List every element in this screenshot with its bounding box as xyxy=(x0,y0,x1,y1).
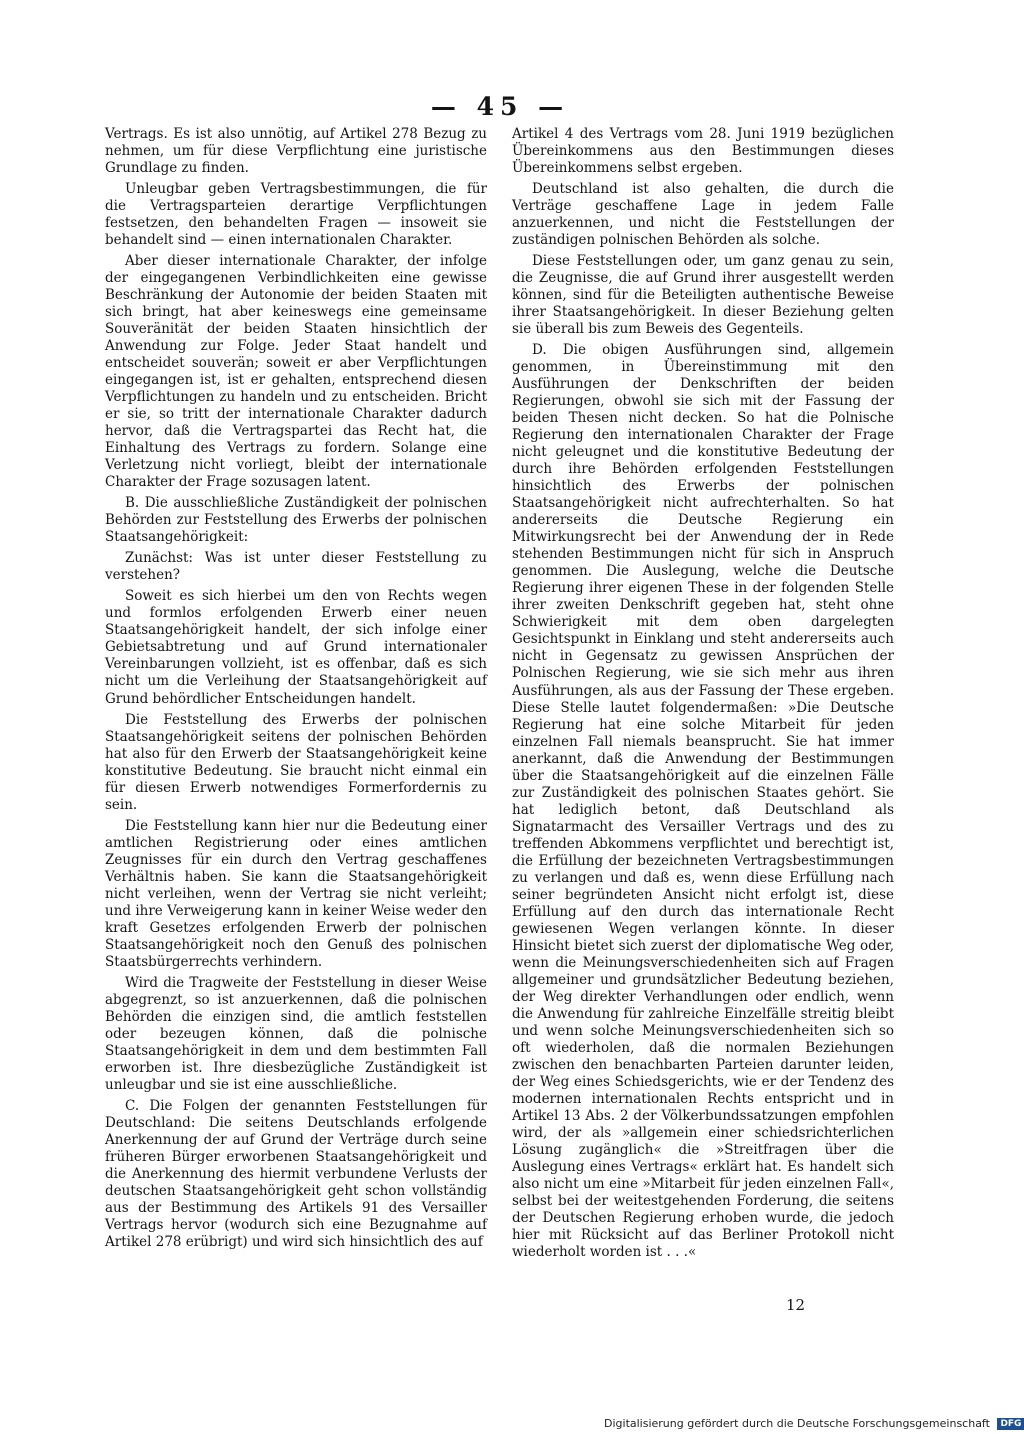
paragraph: Die Feststellung des Erwerbs der polnischen Staatsangehörigkeit seitens der polnischen Behörden hat also für den Erwerb der Staatsangehörigkeit keine konstitutive Bedeutung. Sie braucht nicht einmal ein für diesen Erwerb notwendiges Formerfordernis zu sein. xyxy=(105,711,487,813)
paragraph: D. Die obigen Ausführungen sind, allgemein genommen, in Übereinstimmung mit den Ausführungen der Denkschriften der beiden Regierungen, obwohl sie sich mit der Fassung der beiden Thesen nicht decken. So hat die Polnische Regierung den internationalen Charakter der Frage nicht geleugnet und die konstitutive Bedeutung der durch ihre Behörden erfolgenden Feststellungen hinsichtlich des Erwerbs der polnischen Staatsangehörigkeit nicht aufrechterhalten. So hat andererseits die Deutsche Regierung ein Mitwirkungsrecht bei der Anwendung der in Rede stehenden Bestimmungen nicht für sich in Anspruch genommen. Die Auslegung, welche die Deutsche Regierung ihrer eigenen These in der folgenden Stelle ihrer zweiten Denkschrift gegeben hat, steht ohne Schwierigkeit mit dem oben dargelegten Gesichtspunkt in Einklang und steht andererseits auch nicht in Gegensatz zu gewissen Ansprüchen der Polnischen Regierung, wie sie sich mehr aus ihren Ausführungen, als aus der Fassung der These ergeben. Diese Stelle lautet folgendermaßen: »Die Deutsche Regierung hat eine solche Mitarbeit für jeden einzelnen Fall niemals beansprucht. Sie hat immer anerkannt, daß die Anwendung der Bestimmungen über die Staatsangehörigkeit auf die einzelnen Fälle zur Zuständigkeit des polnischen Staates gehört. Sie hat lediglich betont, daß Deutschland als Signatarmacht des Versailler Vertrags und des zu treffenden Abkommens verpflichtet und berechtigt ist, die Erfüllung der bezeichneten Vertragsbestimmungen zu verlangen und daß es, wenn diese Erfüllung nach seiner begründeten Ansicht nicht erfolgt ist, diese Erfüllung auf den durch das internationale Recht gewiesenen Wegen verlangen könnte. In dieser Hinsicht bietet sich zuerst der diplomatische Weg oder, wenn die Meinungsverschiedenheiten sich auf Fragen allgemeiner und grundsätzlicher Bedeutung beziehen, der Weg direkter Verhandlungen oder endlich, wenn die Anwendung für zahlreiche Einzelfälle streitig bleibt und wenn solche Meinungsverschiedenheiten sich so oft wiederholen, daß die normalen Beziehungen zwischen den benachbarten Parteien darunter leiden, der Weg eines Schiedsgerichts, wie er der Tendenz des modernen internationalen Rechts entspricht und in Artikel 13 Abs. 2 der Völkerbundssatzungen empfohlen wird, der als »allgemein einer schiedsrichterlichen Lösung zugänglich« die »Streitfragen über die Auslegung eines Vertrags« erklärt hat. Es handelt sich also nicht um eine »Mitarbeit für jeden einzelnen Fall«, selbst bei der weitestgehenden Forderung, die seitens der Deutschen Regierung erhoben wurde, die jedoch hier mit Rücksicht auf das Berliner Protokoll nicht wiederholt worden ist . . .« xyxy=(512,342,894,1261)
paragraph: Zunächst: Was ist unter dieser Feststellung zu verstehen? xyxy=(105,550,487,584)
paragraph: Die Feststellung kann hier nur die Bedeutung einer amtlichen Registrierung oder eines amtlichen Zeugnisses für ein durch den Vertrag geschaffenes Verhältnis haben. Sie kann die Staatsangehörigkeit nicht verleihen, wenn der Vertrag sie nicht verleiht; und ihre Verweigerung kann in keiner Weise weder den kraft Gesetzes erfolgenden Erwerb der polnischen Staatsangehörigkeit noch den Genuß des polnischen Staatsbürgerrechts verhindern. xyxy=(105,817,487,970)
paragraph: Aber dieser internationale Charakter, der infolge der eingegangenen Verbindlichkeiten eine gewisse Beschränkung der Autonomie der beiden Staaten mit sich bringt, hat aber keineswegs eine gemeinsame Souveränität der beiden Staaten hinsichtlich der Anwendung zur Folge. Jeder Staat handelt und entscheidet souverän; soweit er aber Verpflichtungen eingegangen ist, ist er gehalten, entsprechend diesen Verpflichtungen zu handeln und zu entscheiden. Bricht er sie, so tritt der internationale Charakter dadurch hervor, daß die Vertragspartei das Recht hat, die Einhaltung des Vertrags zu fordern. Solange eine Verletzung nicht vorliegt, bleibt der internationale Charakter der Frage sozusagen latent. xyxy=(105,253,487,491)
paragraph: Artikel 4 des Vertrags vom 28. Juni 1919 bezüglichen Übereinkommens aus den Bestimmungen dieses Übereinkommens selbst ergeben. xyxy=(512,126,894,177)
paragraph: Soweit es sich hierbei um den von Rechts wegen und formlos erfolgenden Erwerb einer neuen Staatsangehörigkeit handelt, der sich infolge einer Gebietsabtretung und auf Grund internationaler Vereinbarungen vollzieht, ist es offenbar, daß es sich nicht um die Verleihung der Staatsangehörigkeit auf Grund behördlicher Entscheidungen handelt. xyxy=(105,588,487,707)
paragraph: Deutschland ist also gehalten, die durch die Verträge geschaffene Lage in jedem Falle anzuerkennen, und nicht die Feststellungen der zuständigen polnischen Behörden als solche. xyxy=(512,181,894,249)
page-number: — 45 — xyxy=(430,92,570,121)
signature-mark: 12 xyxy=(786,1296,806,1314)
paragraph: Vertrags. Es ist also unnötig, auf Artikel 278 Bezug zu nehmen, um für diese Verpflichtung eine juristische Grundlage zu finden. xyxy=(105,126,487,177)
dfg-logo: DFG xyxy=(997,1418,1024,1430)
right-text-column xyxy=(512,126,894,1265)
paragraph: C. Die Folgen der genannten Feststellungen für Deutschland: Die seitens Deutschlands erfolgende Anerkennung der auf Grund der Verträge durch seine früheren Bürger erworbenen Staatsangehörigkeit und die Anerkennung des hiermit verbundene Verlusts der deutschen Staatsangehörigkeit geht schon vollständig aus der Bestimmung des Artikels 91 des Versailler Vertrags hervor (wodurch sich eine Bezugnahme auf Artikel 278 erübrigt) und wird sich hinsichtlich des auf xyxy=(105,1097,487,1250)
paragraph: Wird die Tragweite der Feststellung in dieser Weise abgegrenzt, so ist anzuerkennen, daß die polnischen Behörden die einzigen sind, die amtlich feststellen oder bezeugen können, daß die polnische Staatsangehörigkeit in dem und dem bestimmten Fall erworben ist. Ihre diesbezügliche Zuständigkeit ist unleugbar und sie ist eine ausschließliche. xyxy=(105,974,487,1093)
paragraph: B. Die ausschließliche Zuständigkeit der polnischen Behörden zur Feststellung des Erwerbs der polnischen Staatsangehörigkeit: xyxy=(105,495,487,546)
paragraph: Diese Feststellungen oder, um ganz genau zu sein, die Zeugnisse, die auf Grund ihrer ausgestellt werden können, sind für die Beteiligten authentische Beweise ihrer Staatsangehörigkeit. In dieser Beziehung gelten sie überall bis zum Beweis des Gegenteils. xyxy=(512,253,894,338)
credit-text: Digitalisierung gefördert durch die Deutsche Forschungsgemeinschaft xyxy=(604,1417,990,1430)
digitization-credit xyxy=(604,1417,1024,1430)
left-text-column xyxy=(105,126,487,1255)
paragraph: Unleugbar geben Vertragsbestimmungen, die für die Vertragsparteien derartige Verpflichtungen festsetzen, den behandelten Fragen — insoweit sie behandelt sind — einen internationalen Charakter. xyxy=(105,181,487,249)
